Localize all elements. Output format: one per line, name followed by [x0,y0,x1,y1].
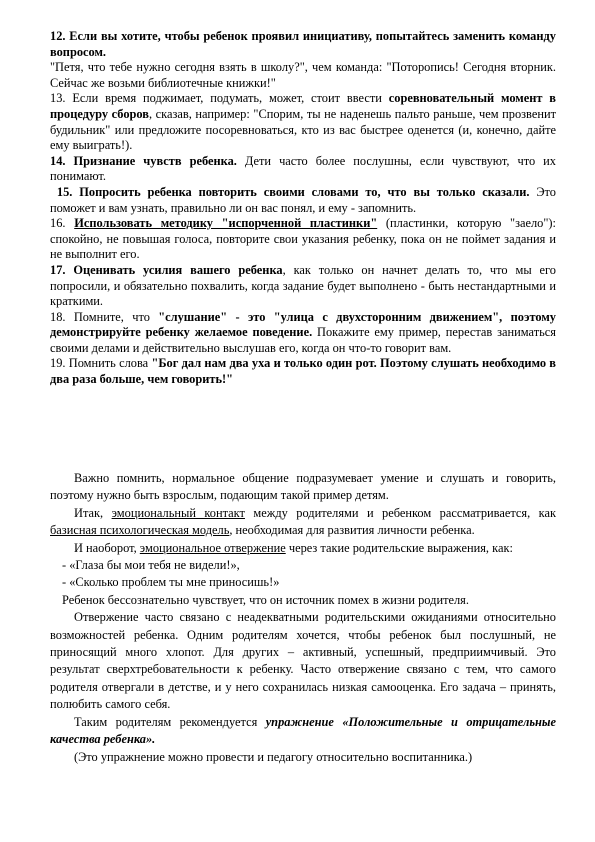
tip-12-text: "Петя, что тебе нужно сегодня взять в школу?", чем команда: "Поторопись! Сегодня вторник. Сейчас же возьми библиотечные книжки!" [50,60,556,90]
conclusion-section [50,470,556,766]
tip-13-intro: 13. Если время поджимает, подумать, может, стоит ввести [50,91,382,106]
tip-13 [50,91,556,153]
paragraph-expectations: Отвержение часто связано с неадекватными родительскими ожиданиями относительно возможностей ребенка. Одним родителям хочется, чтобы ребенок был послушный, не приносящий много хлопот. Для других – активный, успешный, предприимчивый. Это результат сверхтребовательности к ребенку. Часто отвержение связано с тем, что самого родителя отвергали в детстве, и у него сохранилась низкая самооценка. Его задача – принять, полюбить самого себя. [50,610,556,712]
tip-16 [50,216,556,263]
tip-17 [50,263,556,310]
tip-15-text: Это поможет и вам узнать, правильно ли он вас понял, и ему - запомнить. [50,184,556,215]
contact-text: между родителями и ребенком рассматривается, как [253,505,556,520]
tip-17-text: , как только он начнет делать то, что мы его попросили, и обязательно похвалить, когда задание будет выполнено - быть нестандартными и краткими. [50,262,557,309]
paragraph-contact [50,505,556,540]
paragraph-child-feels: Ребенок бессознательно чувствует, что он источник помех в жизни родителя. [62,592,469,607]
tip-16-heading: Использовать методику "испорченной пластинки" [74,216,378,231]
contact-end: , необходимая для развития личности ребенка. [229,523,475,538]
term-basic-model: базисная психологическая модель [50,523,230,538]
exercise-title: упражнение «Положительные и отрицательные качества ребенка». [50,714,556,747]
quote-1: - «Глаза бы мои тебя не видели!», [62,558,240,573]
tip-13-heading: соревновательный момент в процедуру сборов [50,91,556,121]
term-emotional-rejection: эмоциональное отвержение [139,540,286,555]
rejection-intro: И наоборот, [74,540,137,555]
paragraph-exercise [50,714,556,749]
tip-18-text: Покажите ему пример, перестав заниматься своими делами и действительно выслушав его, когда он что-то говорит вам. [50,325,556,355]
paragraph-rejection [50,540,556,557]
tip-19 [50,356,556,387]
tip-16-text: (пластинки, которую "заело"): спокойно, не повышая голоса, повторите свои указания ребенку, пока он не поймет задания и не выполнит его. [50,216,556,262]
tip-18-heading: "слушание" - это "улица с двухсторонним движением", поэтому демонстрируйте ребенку желаемое поведение. [50,309,556,340]
tip-17-heading: 17. Оценивать усилия вашего ребенка [50,262,283,277]
paragraph-note: (Это упражнение можно провести и педагогу относительно воспитанника.) [74,749,473,764]
quote-2: - «Сколько проблем ты мне приносишь!» [62,575,280,590]
contact-intro: Итак, [74,505,104,520]
paragraph-communication: Важно помнить, нормальное общение подразумевает умение и слушать и говорить, поэтому нужно быть взрослым, подающим такой пример детям. [50,471,556,503]
tip-14 [50,154,556,185]
tip-14-heading: 14. Признание чувств ребенка. [50,153,237,168]
tip-12-heading: 12. Если вы хотите, чтобы ребенок проявил инициативу, попытайтесь заменить команду вопросом. [50,29,556,59]
exercise-intro: Таким родителям рекомендуется [74,714,258,729]
tip-18 [50,310,556,357]
tip-14-text: Дети часто более послушны, если чувствуют, что их понимают. [50,153,556,184]
tip-15 [50,185,556,216]
tip-16-number: 16. [50,216,66,231]
tip-15-heading: 15. Попросить ребенка повторить своими словами то, что вы только сказали. [56,184,530,199]
tip-19-quote: "Бог дал нам два уха и только один рот. Поэтому слушать необходимо в два раза больше, чем говорить!" [50,356,557,387]
tip-13-text: , сказав, например: "Спорим, ты не наденешь пальто раньше, чем прозвенит будильник" или предложите посоревноваться, кто из вас быстрее оденется (и, конечно, дайте ему выиграть!). [50,106,556,153]
tips-list [50,29,556,388]
tip-12 [50,29,556,91]
tip-19-intro: 19. Помнить слова [50,356,149,371]
rejection-text: через такие родительские выражения, как: [288,540,513,555]
term-emotional-contact: эмоциональный контакт [111,505,245,520]
tip-18-intro: 18. Помните, что [50,309,150,324]
